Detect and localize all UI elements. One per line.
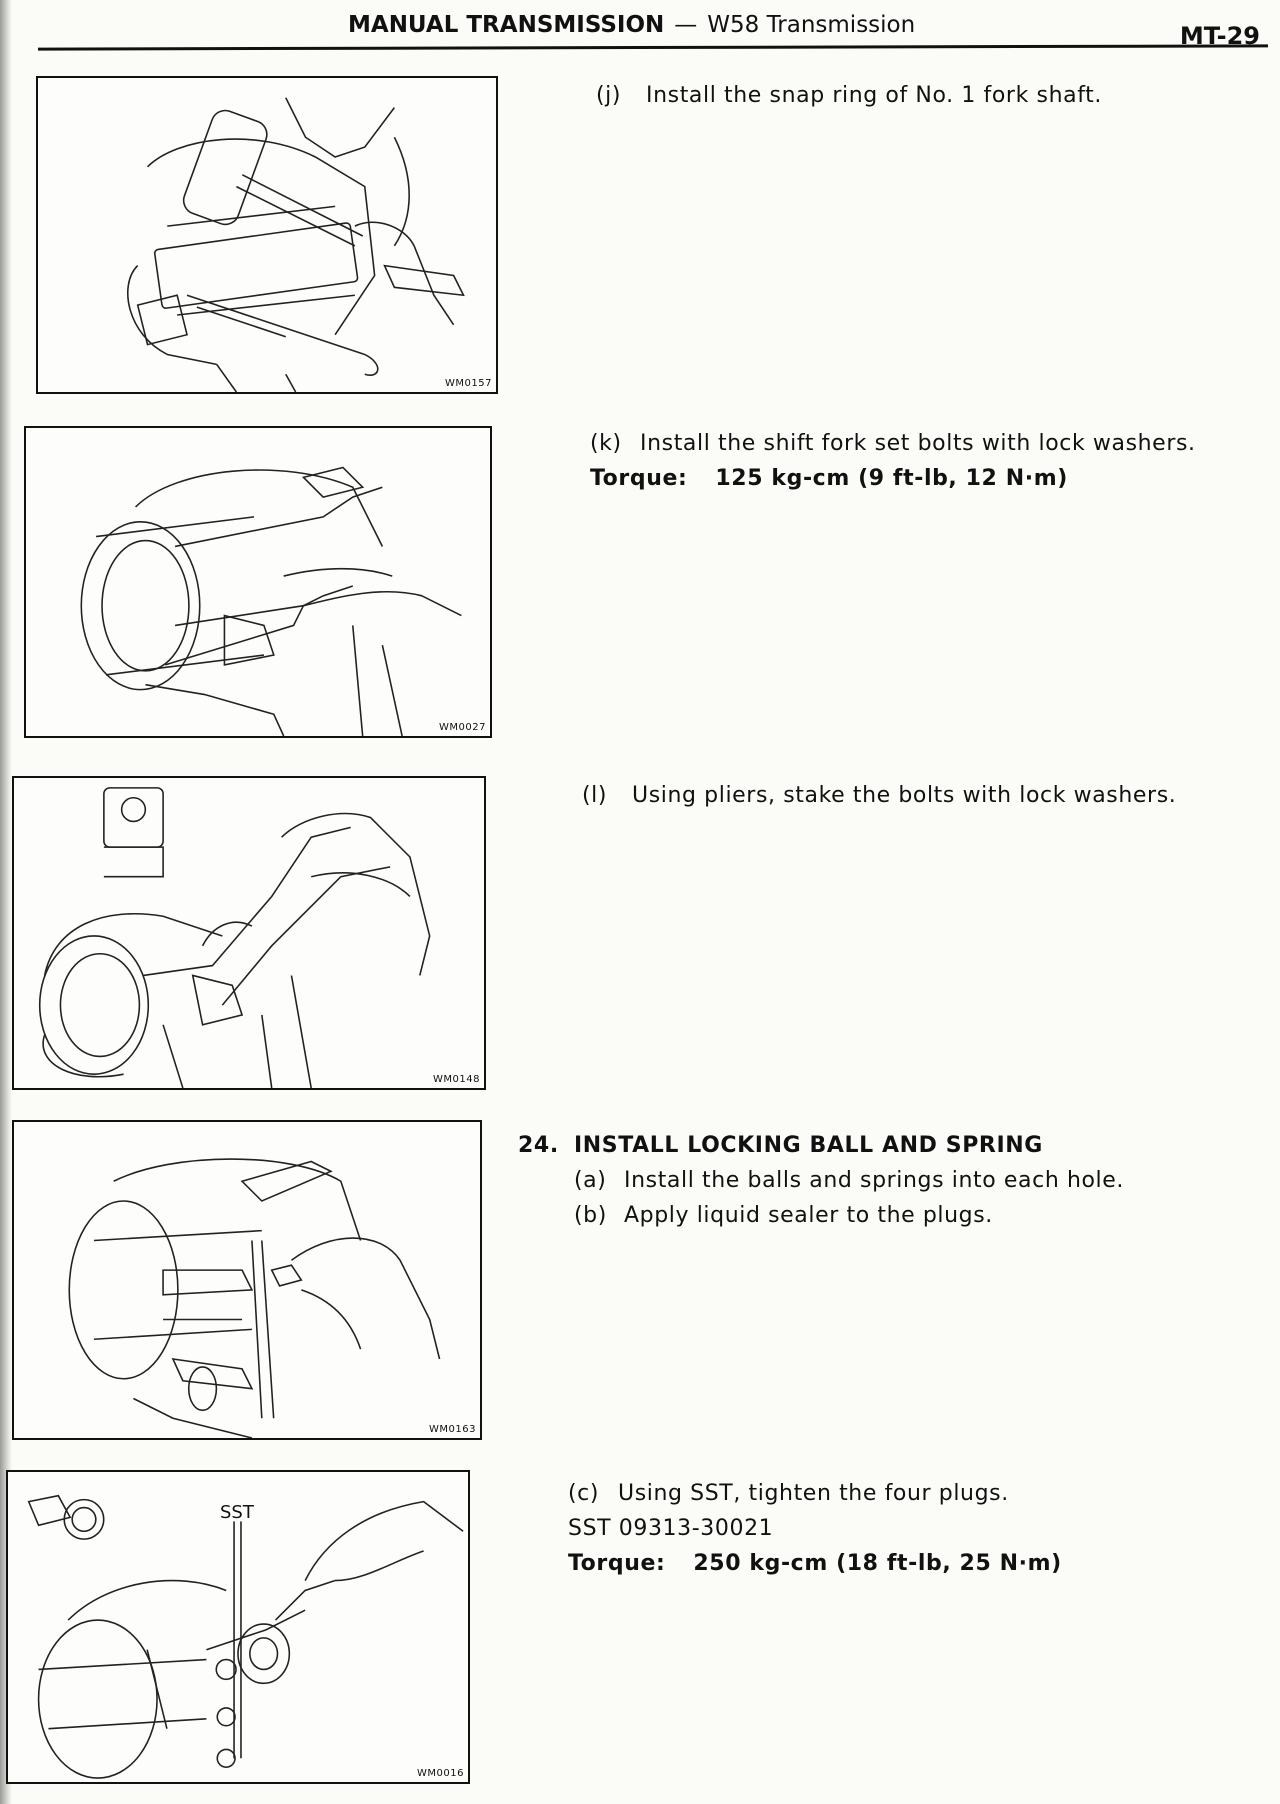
- torque-value: 250 kg-cm (18 ft-lb, 25 N·m): [693, 1551, 1062, 1577]
- step-letter: (l): [582, 783, 608, 808]
- step-k: [590, 426, 1196, 496]
- step-text: Apply liquid sealer to the plugs.: [624, 1203, 993, 1229]
- step-a: [518, 1163, 1124, 1198]
- figure-code: WM0027: [439, 722, 486, 733]
- illustration-hammer-snap-ring: [38, 78, 496, 392]
- step-b: [518, 1198, 1124, 1233]
- figure-code: WM0157: [445, 378, 492, 389]
- header-separator: —: [674, 12, 698, 38]
- section-24: [518, 1128, 1124, 1234]
- step-c: [568, 1476, 1062, 1582]
- header-subsection: W58 Transmission: [707, 12, 916, 38]
- header-title: [348, 12, 915, 38]
- step-j: [596, 78, 1102, 113]
- page-number: MT-29: [1179, 22, 1260, 50]
- step-letter: (a): [574, 1168, 607, 1194]
- sst-part-number: SST 09313-30021: [568, 1516, 774, 1542]
- step-text: Install the balls and springs into each hole.: [624, 1168, 1124, 1194]
- figure-tighten-plugs: [6, 1470, 470, 1784]
- sst-callout-label: SST: [220, 1502, 254, 1523]
- section-heading: [518, 1128, 1124, 1163]
- step-letter: (k): [590, 431, 622, 456]
- torque-label: Torque:: [568, 1551, 666, 1577]
- step-letter: (j): [596, 83, 622, 108]
- figure-code: WM0163: [429, 1424, 476, 1435]
- illustration-pliers-stake: [14, 778, 484, 1088]
- figure-code: WM0148: [433, 1074, 480, 1085]
- figure-locking-ball-spring: [12, 1120, 482, 1440]
- illustration-ball-spring-install: [14, 1122, 480, 1438]
- step-text: Install the snap ring of No. 1 fork shaft.: [646, 83, 1102, 108]
- step-text: Using SST, tighten the four plugs.: [618, 1481, 1009, 1506]
- step-letter: (c): [568, 1481, 600, 1506]
- header-section: MANUAL TRANSMISSION: [348, 12, 665, 38]
- figure-shift-fork-bolts: [24, 426, 492, 738]
- step-text: Using pliers, stake the bolts with lock washers.: [632, 783, 1177, 808]
- figure-code: WM0016: [417, 1768, 464, 1779]
- torque-spec: [590, 461, 1196, 496]
- torque-value: 125 kg-cm (9 ft-lb, 12 N·m): [715, 466, 1068, 492]
- figure-stake-bolts: [12, 776, 486, 1090]
- step-letter: (b): [574, 1203, 607, 1229]
- section-number: 24.: [518, 1133, 559, 1158]
- step-text: Install the shift fork set bolts with lock washers.: [640, 431, 1196, 456]
- figure-snap-ring-install: [36, 76, 498, 394]
- illustration-wrench-fork-bolts: [26, 428, 490, 736]
- torque-spec: [568, 1546, 1062, 1581]
- header-rule: [38, 44, 1268, 50]
- torque-label: Torque:: [590, 466, 688, 492]
- page-header: [38, 0, 1260, 48]
- step-l: [582, 778, 1176, 813]
- section-title: INSTALL LOCKING BALL AND SPRING: [574, 1133, 1043, 1158]
